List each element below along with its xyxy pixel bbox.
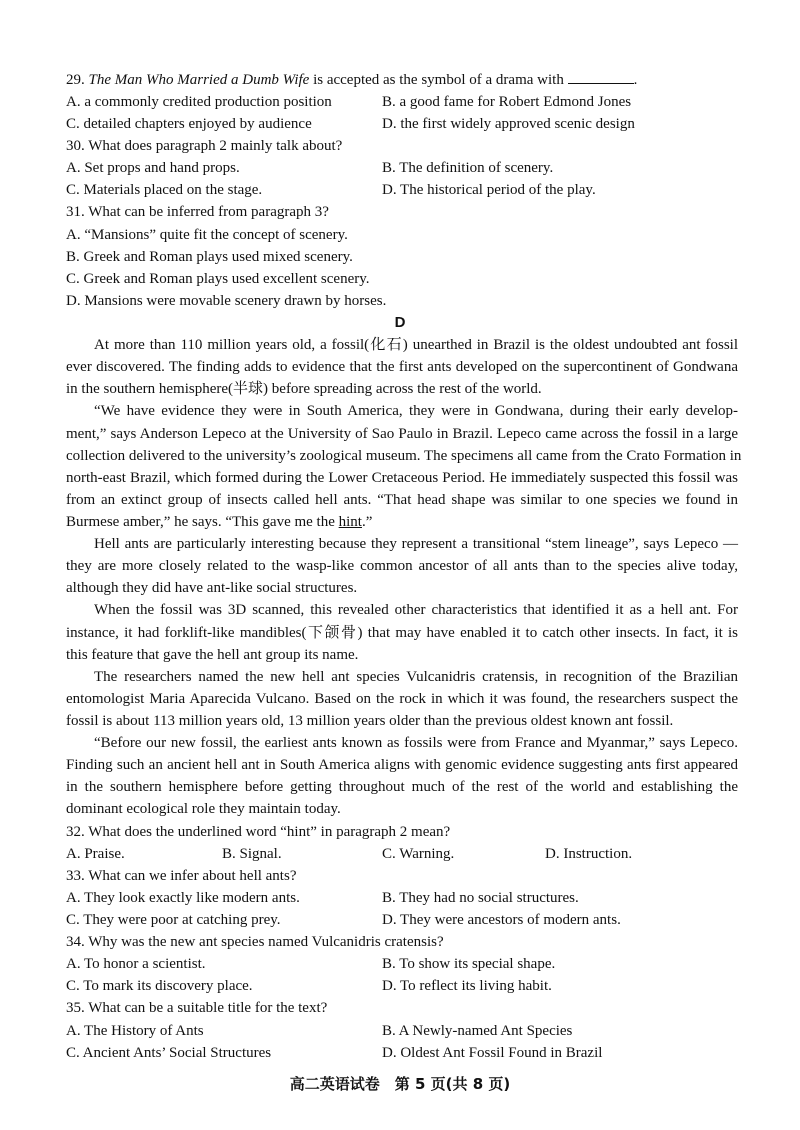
passage-text: Burmese amber,” he says. “This gave me the [66,514,339,530]
page-footer: 高二英语试卷 第 5 页(共 8 页) [289,1075,511,1093]
option-b: B. A Newly-named Ant Species [382,1023,573,1039]
option-b: B. Signal. [222,846,282,862]
question-34-stem: 34. Why was the new ant species named Vulcanidris cratensis? [66,934,444,950]
option-b: B. Greek and Roman plays used mixed scenery. [66,249,353,265]
question-35-options-row2 [0,1042,800,1064]
option-c: C. detailed chapters enjoyed by audience [66,116,312,132]
option-a: A. The History of Ants [66,1023,204,1039]
passage-line: although they did have ant-like social structures. [66,580,358,596]
play-title: The Man Who Married a Dumb Wife [88,72,310,88]
option-d: D. Oldest Ant Fossil Found in Brazil [382,1045,603,1061]
option-c: C. They were poor at catching prey. [66,912,281,928]
question-31-option-d [0,290,800,312]
option-a: A. Set props and hand props. [66,160,240,176]
question-32-stem: 32. What does the underlined word “hint” in paragraph 2 mean? [66,824,451,840]
question-29-options-row2 [0,113,800,135]
option-c: C. Materials placed on the stage. [66,182,263,198]
option-b: B. The definition of scenery. [382,160,554,176]
option-b: B. a good fame for Robert Edmond Jones [382,94,632,110]
option-a: A. a commonly credited production position [66,94,332,110]
passage-line: they are more closely related to the wasp-like common ancestor of all ants than to the species alive today, [66,558,738,574]
passage-line: from an extinct group of insects called hell ants. “That head shape was similar to one species we found in [66,492,738,508]
question-33-options-row1 [0,887,800,909]
question-number: 29. [66,72,85,88]
option-b: B. To show its special shape. [382,956,556,972]
option-a: A. “Mansions” quite fit the concept of scenery. [66,227,348,243]
passage-line: Hell ants are particularly interesting because they represent a transitional “stem lineage”, says Lepeco — [94,536,738,552]
passage-line: fossil is about 113 million years old, 13 million years older than the previous oldest known ant fossil. [66,713,674,729]
passage-line: this feature that gave the hell ant group its name. [66,647,359,663]
option-a: A. To honor a scientist. [66,956,206,972]
passage-line: collection delivered to the university’s zoological museum. The specimens all came from the Crato Formation in [66,448,742,464]
question-33-options-row2 [0,909,800,931]
question-31-option-a [0,224,800,246]
passage-line: When the fossil was 3D scanned, this revealed other characteristics that identified it as a hell ant. For [94,602,738,618]
passage-line: “We have evidence they were in South America, they were in Gondwana, during their early develop- [94,403,738,419]
question-end: . [633,72,638,88]
question-29-stem [66,69,800,91]
question-30-options-row2 [0,179,800,201]
passage-line: The researchers named the new hell ant species Vulcanidris cratensis, in recognition of the Brazilian [94,669,738,685]
passage-line: instance, it had forklift-like mandibles(下颌骨) that may have enabled it to catch other insects. In fact, it is [66,625,738,641]
passage-line: “Before our new fossil, the earliest ants known as fossils were from France and Myanmar,” says Lepeco. [94,735,738,751]
question-35-stem: 35. What can be a suitable title for the text? [66,1000,328,1016]
passage-line: entomologist Maria Aparecida Vulcano. Based on the rock in which it was found, the researchers suspect the [66,691,738,707]
option-b: B. They had no social structures. [382,890,579,906]
passage-text: .” [361,514,373,530]
underlined-word-hint: hint [338,514,362,530]
passage-line: in the southern hemisphere before getting throughout much of the rest of the world and establishing the [66,779,738,795]
question-32-options [0,843,800,865]
option-a: A. Praise. [66,846,125,862]
question-34-options-row2 [0,975,800,997]
option-c: C. To mark its discovery place. [66,978,253,994]
option-c: C. Ancient Ants’ Social Structures [66,1045,272,1061]
passage-line: At more than 110 million years old, a fossil(化石) unearthed in Brazil is the oldest undoubted ant fossil [94,337,738,353]
option-c: C. Greek and Roman plays used excellent scenery. [66,271,370,287]
option-d: D. the first widely approved scenic design [382,116,635,132]
section-heading: D [394,314,406,331]
passage-line: ever discovered. The finding adds to evidence that the first ants developed on the supercontinent of Gondwana [66,359,738,375]
question-33-stem: 33. What can we infer about hell ants? [66,868,297,884]
passage-line: in the southern hemisphere(半球) before spreading across the rest of the world. [66,381,542,397]
option-c: C. Warning. [382,846,455,862]
question-31-option-b [0,246,800,268]
option-d: D. To reflect its living habit. [382,978,552,994]
question-30-stem: 30. What does paragraph 2 mainly talk about? [66,138,343,154]
passage-line: dominant ecological role they maintain today. [66,801,341,817]
question-31-option-c [0,268,800,290]
passage-line [66,511,738,533]
option-d: D. Instruction. [545,846,633,862]
passage-line: north-east Brazil, which formed during the Lower Cretaceous Period. He immediately suspected this fossil was [66,470,738,486]
answer-blank [568,69,634,84]
question-34-options-row1 [0,953,800,975]
question-29-options-row1 [0,91,800,113]
question-35-options-row1 [0,1020,800,1042]
passage-line: ment,” says Anderson Lepeco at the University of Sao Paulo in Brazil. Lepeco came across the fossil in a large [66,426,738,442]
passage-line: Finding such an ancient hell ant in South America aligns with genomic evidence suggesting ants first appeared [66,757,738,773]
question-31-stem: 31. What can be inferred from paragraph 3? [66,204,329,220]
option-d: D. They were ancestors of modern ants. [382,912,621,928]
option-d: D. The historical period of the play. [382,182,596,198]
option-a: A. They look exactly like modern ants. [66,890,300,906]
option-d: D. Mansions were movable scenery drawn by horses. [66,293,387,309]
question-text: is accepted as the symbol of a drama with [309,72,564,88]
question-30-options-row1 [0,157,800,179]
